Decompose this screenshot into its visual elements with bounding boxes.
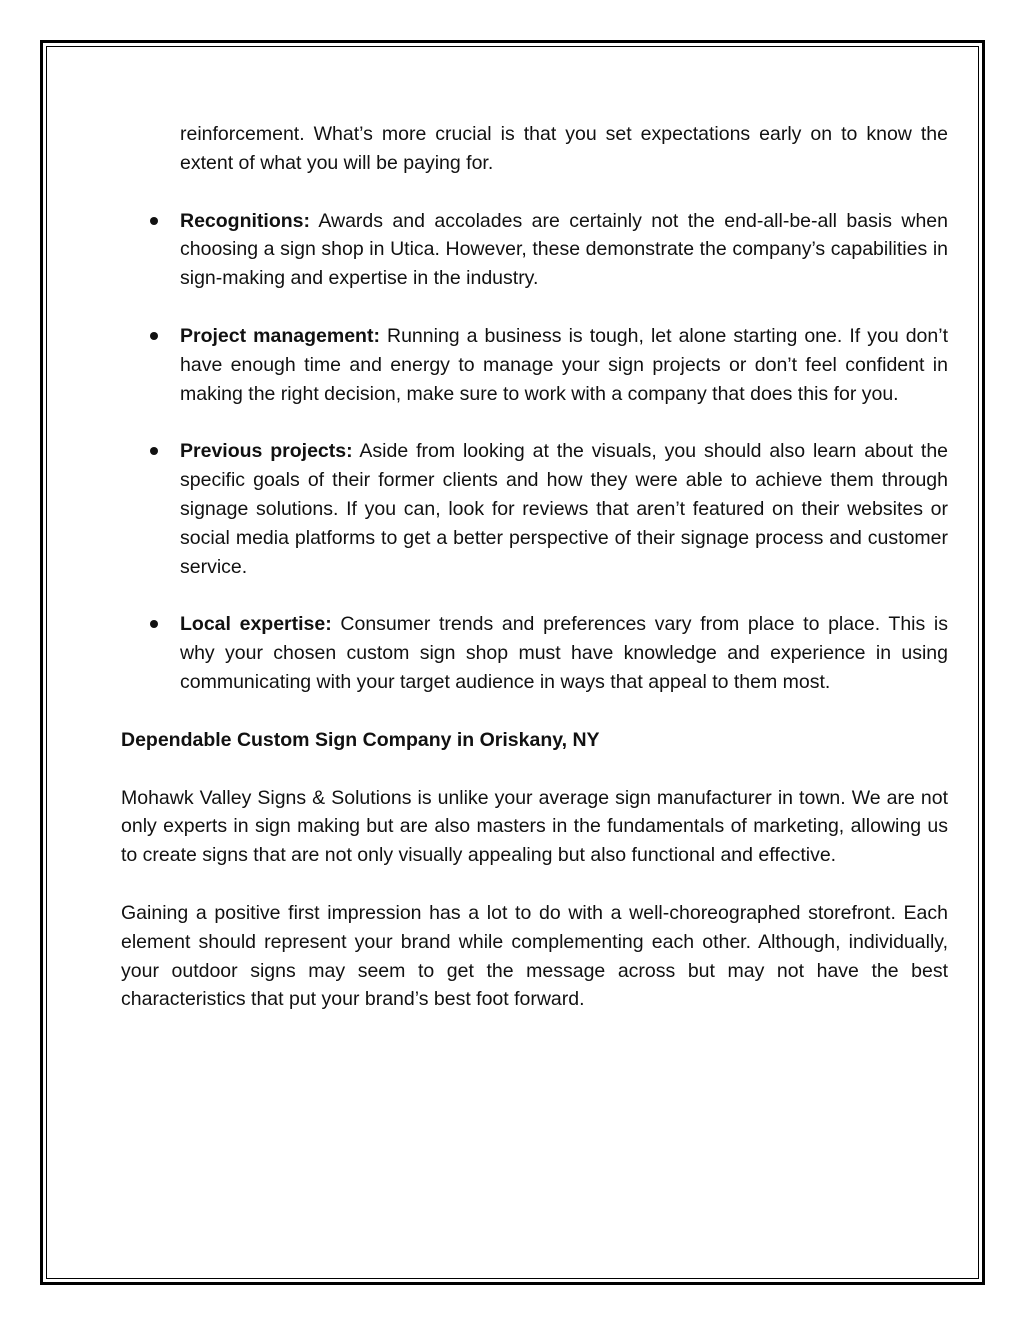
list-item-label: Local expertise: xyxy=(180,613,332,636)
list-item-local-expertise xyxy=(180,610,948,696)
bullet-icon xyxy=(150,217,158,225)
list-item-label: Previous projects: xyxy=(180,440,353,463)
paragraph-first-impression: Gaining a positive first impression has a lot to do with a well-choreographed storefront. Each element should represent your brand while complementing each other. Although, individually, your outdoor signs may seem to get the message across but may not have the best characteristics that put your brand’s best foot forward. xyxy=(121,901,948,1011)
list-item-recognitions xyxy=(180,207,948,293)
list-item-label: Recognitions: xyxy=(180,209,310,232)
bullet-icon xyxy=(150,332,158,340)
list-item-label: Project management: xyxy=(180,324,380,347)
intro-continuation: reinforcement. What’s more crucial is that you set expectations early on to know the extent of what you will be paying for. xyxy=(180,123,948,174)
list-item-text: Awards and accolades are certainly not the end-all-be-all basis when choosing a sign shop in Utica. However, these demonstrate the company’s capabilities in sign-making and expertise in the industry. xyxy=(180,209,948,290)
bullet-icon xyxy=(150,447,158,455)
paragraph-company-intro: Mohawk Valley Signs & Solutions is unlike your average sign manufacturer in town. We are not only experts in sign making but are also masters in the fundamentals of marketing, allowing us to create signs that are not only visually appealing but also functional and effective. xyxy=(121,786,948,867)
list-item-text: Aside from looking at the visuals, you should also learn about the specific goals of their former clients and how they were able to achieve them through signage solutions. If you can, look for reviews that aren’t featured on their websites or social media platforms to get a better perspective of their signage process and customer service. xyxy=(180,440,949,578)
list-item-text: Running a business is tough, let alone starting one. If you don’t have enough time and energy to manage your sign projects or don’t feel confident in making the right decision, make sure to work with a company that does this for you. xyxy=(180,324,948,405)
section-heading: Dependable Custom Sign Company in Oriskany, NY xyxy=(121,728,600,751)
list-item-text: Consumer trends and preferences vary from place to place. This is why your chosen custom sign shop must have knowledge and experience in using communicating with your target audience in ways that appeal to them most. xyxy=(180,613,948,693)
document-body xyxy=(121,120,948,1043)
bullet-icon xyxy=(150,620,158,628)
list-item-previous-projects xyxy=(180,437,948,581)
criteria-list xyxy=(121,207,948,697)
list-item-project-management xyxy=(180,322,948,408)
